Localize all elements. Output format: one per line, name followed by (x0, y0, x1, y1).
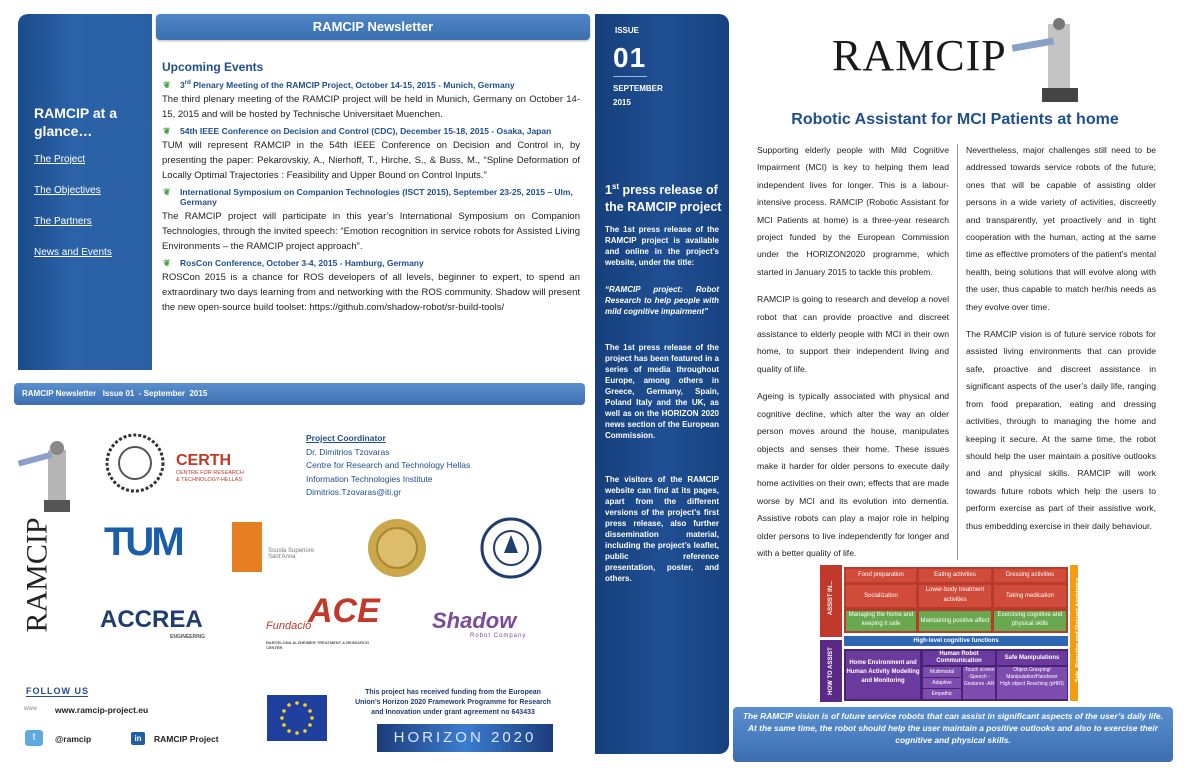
diagram-cell: Socialization (846, 585, 916, 607)
shadow-text: Shadow (432, 608, 517, 633)
article-column-2 (966, 142, 1156, 535)
diagram-cell: Safe Manipulations (997, 651, 1067, 665)
vision-quote: The RAMCIP vision is of future service robots that can assist in significant aspects of the user’s daily life. At the same time, the robot should help the user maintain a positive outlooks and also to exercise their cognitive and physical skills. (733, 707, 1173, 762)
link-the-project[interactable]: The Project (34, 154, 86, 165)
accrea-subtext: ENGINEERING (170, 634, 206, 640)
accrea-logo (100, 606, 210, 642)
certh-text: CERTH (176, 452, 232, 469)
glance-panel (18, 14, 152, 370)
issue-divider (613, 76, 647, 77)
coordinator-heading: Project Coordinator (306, 433, 386, 443)
sssa-logo (232, 522, 342, 574)
issue-footer-bar: RAMCIP Newsletter Issue 01 - September 2015 (14, 383, 585, 405)
coordinator-email[interactable]: Dimitrios.Tzovaras@iti.gr (306, 487, 402, 497)
article-column-1 (757, 142, 949, 562)
diagram-cell: Home Environment and Human Activity Modelling and Monitoring (846, 651, 920, 699)
sssa-orange-block (232, 522, 262, 572)
ramcip-vertical-logo (18, 440, 88, 640)
diagram-subcell: Multimodal (923, 667, 961, 677)
leaf-icon: ❦ (163, 80, 171, 90)
diagram-subcell: Adaptive (923, 678, 961, 688)
accrea-text: ACCREA (100, 606, 203, 633)
right-label: Safe, Proactive and Discreet Assistance (1075, 577, 1081, 683)
lublin-university-seal-icon (480, 517, 542, 579)
coordinator-line: Information Technologies Institute (306, 473, 433, 484)
ramcip-main-logo (832, 18, 1102, 106)
press-paragraph: The visitors of the RAMCIP website can find at its pages, apart from the different versions of the project’s first press release, also further dissemination material, including the project’s leaflet, public reference presentation, poster, and others. (605, 475, 719, 583)
diagram-cell: Taking medication (994, 585, 1066, 607)
press-release-column (595, 14, 729, 754)
ramcip-logo-text: RAMCIP (832, 31, 1007, 80)
horizon-2020-logo: HORIZON 2020 (377, 724, 553, 752)
article-paragraph: Ageing is typically associated with physical and cognitive decline, which alter the way an older person moves around the house, manipulates objects and senses their home. These issues make it harder for older persons to execute daily home activities on their own; effects that are made worse by MCI and its evolution into dementia. Assistive robots can play a major role in helping older persons to live independently for longer and with a better quality of life. (757, 391, 949, 558)
events-heading: Upcoming Events (162, 60, 264, 74)
sssa-text: Scuola Superiore Sant'Anna (268, 548, 315, 560)
glance-title: RAMCIP at a glance… (34, 105, 117, 139)
article-paragraph: The RAMCIP vision is of future service robots for assisted living environments that can provide safe, proactive and discreet assistance in significant aspects of the user’s daily life, ranging from food preparation, eating and dressing activities, through to managing the home and keeping it secure. At the same time, the robot should help the user maintain a positive outlooks and and physical skills. RAMCIP will work towards future robots which help the users to perform exercise as part of their assistive work, thus embedding exercise in their daily behaviour. (966, 329, 1156, 531)
fundacio-text: Fundació (266, 620, 312, 632)
diagram-cell: Eating activities (919, 569, 991, 582)
robot-icon (18, 440, 88, 520)
robot-arm-icon (1008, 18, 1088, 106)
link-the-partners[interactable]: The Partners (34, 216, 92, 227)
press-paragraph: The 1st press release of the project has been featured in a series of media throughout Europe, among others in Greece, Germany, Spain, Poland Italy and the UK, as well as on the HORIZON 2020 news section of the European Commission. (605, 343, 719, 440)
assistance-diagram (820, 565, 1081, 703)
leaf-icon: ❦ (163, 258, 171, 268)
issue-date: SEPTEMBER 2015 (613, 84, 663, 107)
diagram-band: High-level cognitive functions (844, 636, 1068, 646)
link-the-objectives[interactable]: The Objectives (34, 185, 101, 196)
ramcip-vertical-text: RAMCIP (20, 517, 54, 633)
link-news-and-events[interactable]: News and Events (34, 247, 112, 258)
issue-number: 01 (613, 42, 647, 73)
shadow-subtext: Robot Company (470, 633, 527, 639)
event-body: TUM will represent RAMCIP in the 54th IEEE Conference on Decision and Control in, by presenting the paper: Pekarovskiy, A., Nierhoff, T., Hirche, S., & Buss, M., “Spline Deformation of Locally Optimal Trajectories : Feasibility and Upper Bound on Control Inputs.” (162, 140, 580, 181)
project-coordinator (306, 432, 470, 500)
follow-underline (26, 696, 88, 697)
eu-flag-icon (267, 695, 327, 741)
tum-logo: TUM (104, 520, 182, 564)
diagram-subcell: Object Grasping/ Manipulation/Handover High object Reaching (pHRI) (997, 667, 1067, 699)
how-to-assist-label-box (820, 640, 842, 702)
press-quote: “RAMCIP project: Robot Research to help people with mild cognitive impairment” (605, 285, 719, 316)
follow-us-heading: FOLLOW US (26, 686, 89, 696)
column-divider (957, 144, 958, 560)
coordinator-line: Centre for Research and Technology Hellas (306, 460, 471, 470)
university-seal-icon (366, 517, 428, 579)
funding-statement: This project has received funding from the European Union’s Horizon 2020 Framework Programme for Research and Innovation under grant agreement no 643433 (355, 689, 551, 716)
diagram-cell: Dressing activities (994, 569, 1066, 582)
shadow-logo (424, 598, 536, 642)
event-title: ❦ 3rd Plenary Meeting of the RAMCIP Project, October 14-15, 2015 - Munich, Germany (163, 80, 515, 90)
ace-subtext: BARCELONA ALZHEIMER TREATMENT & RESEARCH CENTER (266, 640, 369, 650)
article-paragraph: Supporting elderly people with Mild Cognitive Impairment (MCI) is key to helping them lead independent lives for longer. This is a labour-intensive process. RAMCIP (Robotic Assistant for MCI Patients at home) is a three-year research project funded by the European Commission under the HORIZON2020 programme, which started in January 2015 to tackle this problem. (757, 145, 949, 277)
press-release-title: 1st press release of the RAMCIP project (605, 182, 722, 215)
linkedin-icon[interactable]: in (131, 732, 145, 745)
certh-logo (104, 432, 294, 492)
event-body: ROSCon 2015 is a chance for ROS developers of all levels, beginner to expert, to spend an extraordinary two days learning from and networking with the ROS community. Shadow will present the new open-source build toolset: https://github.com/shadow-robot/sr-build-tools/ (162, 272, 580, 313)
diagram-cell: Maintaining positive affect (919, 611, 991, 631)
leaf-icon: ❦ (163, 126, 171, 136)
right-title: Robotic Assistant for MCI Patients at home (791, 111, 1119, 128)
event-body: The RAMCIP project will participate in this year’s International Symposium on Companion Technologies, through the invited speech: “Emotion recognition in service robots for Assisted Living Environments – the RAMCIP project approach”. (162, 211, 580, 252)
article-paragraph: Nevertheless, major challenges still need to be addressed towards service robots of the future; ones that will be capable of assisting older persons in a wide variety of activities, discreetly and transparently, yet proactively and in tight cooperation with the human, acting at the same time as effective promoters of the patient’s mental health, being solutions that will evolve along with the user, thus capable to match her/his needs as they evolve over time. (966, 145, 1156, 312)
diagram-cell: Human Robot Communication (923, 651, 995, 665)
website-link[interactable]: www.ramcip-project.eu (55, 705, 149, 715)
diagram-cell: Food preparation (846, 569, 916, 582)
diagram-cell: Managing the home and keeping it safe (846, 611, 916, 631)
diagram-subcell: Empathic (923, 689, 961, 699)
diagram-subcell: -Touch screen -Speech -Gestures -AR (963, 667, 995, 699)
www-icon: www (24, 706, 37, 712)
newsletter-header: RAMCIP Newsletter (156, 14, 590, 40)
event-body: The third plenary meeting of the RAMCIP project will be held in Munich, Germany on October 14-15, 2015 and will be hosted by Technische Universitaet Muenchen. (162, 94, 580, 120)
assist-in-label-box (820, 565, 842, 637)
upcoming-events (162, 60, 580, 319)
twitter-icon[interactable]: t (25, 730, 43, 746)
twitter-handle[interactable]: @ramcip (55, 734, 92, 744)
diagram-cell: Lower-body treatment activities (919, 585, 991, 607)
certh-seal-icon (104, 432, 166, 494)
article-paragraph: RAMCIP is going to research and develop a novel robot that can provide proactive and discreet assistance to elderly people with MCI in their own home, to support their independent living and quality of life. (757, 294, 949, 374)
assist-in-label: ASSIST IN... (828, 580, 834, 616)
coordinator-line: Dr. Dimitrios Tzovaras (306, 446, 390, 457)
issue-label: ISSUE (615, 26, 640, 35)
certh-subtext: CENTRE FOR RESEARCH & TECHNOLOGY-HELLAS (176, 470, 244, 483)
diagram-cell: Exercising cognitive and physical skills (994, 611, 1066, 631)
fundacio-ace-logo (266, 592, 380, 650)
event-title: ❦ International Symposium on Companion Technologies (ISCT 2015), September 23-25, 2015 – Ulm, Germany (163, 187, 573, 207)
how-to-assist-label: HOW TO ASSIST (828, 647, 834, 695)
press-paragraph: The 1st press release of the RAMCIP project is available and online in the project’s website, under the title: (605, 225, 719, 267)
ace-text: ACE (308, 592, 380, 630)
event-title: ❦ 54th IEEE Conference on Decision and Control (CDC), December 15-18, 2015 - Osaka, Japan (163, 126, 552, 136)
leaf-icon: ❦ (163, 187, 171, 197)
linkedin-link[interactable]: RAMCIP Project (154, 734, 219, 744)
event-title: ❦ RosCon Conference, October 3-4, 2015 - Hamburg, Germany (163, 258, 424, 268)
